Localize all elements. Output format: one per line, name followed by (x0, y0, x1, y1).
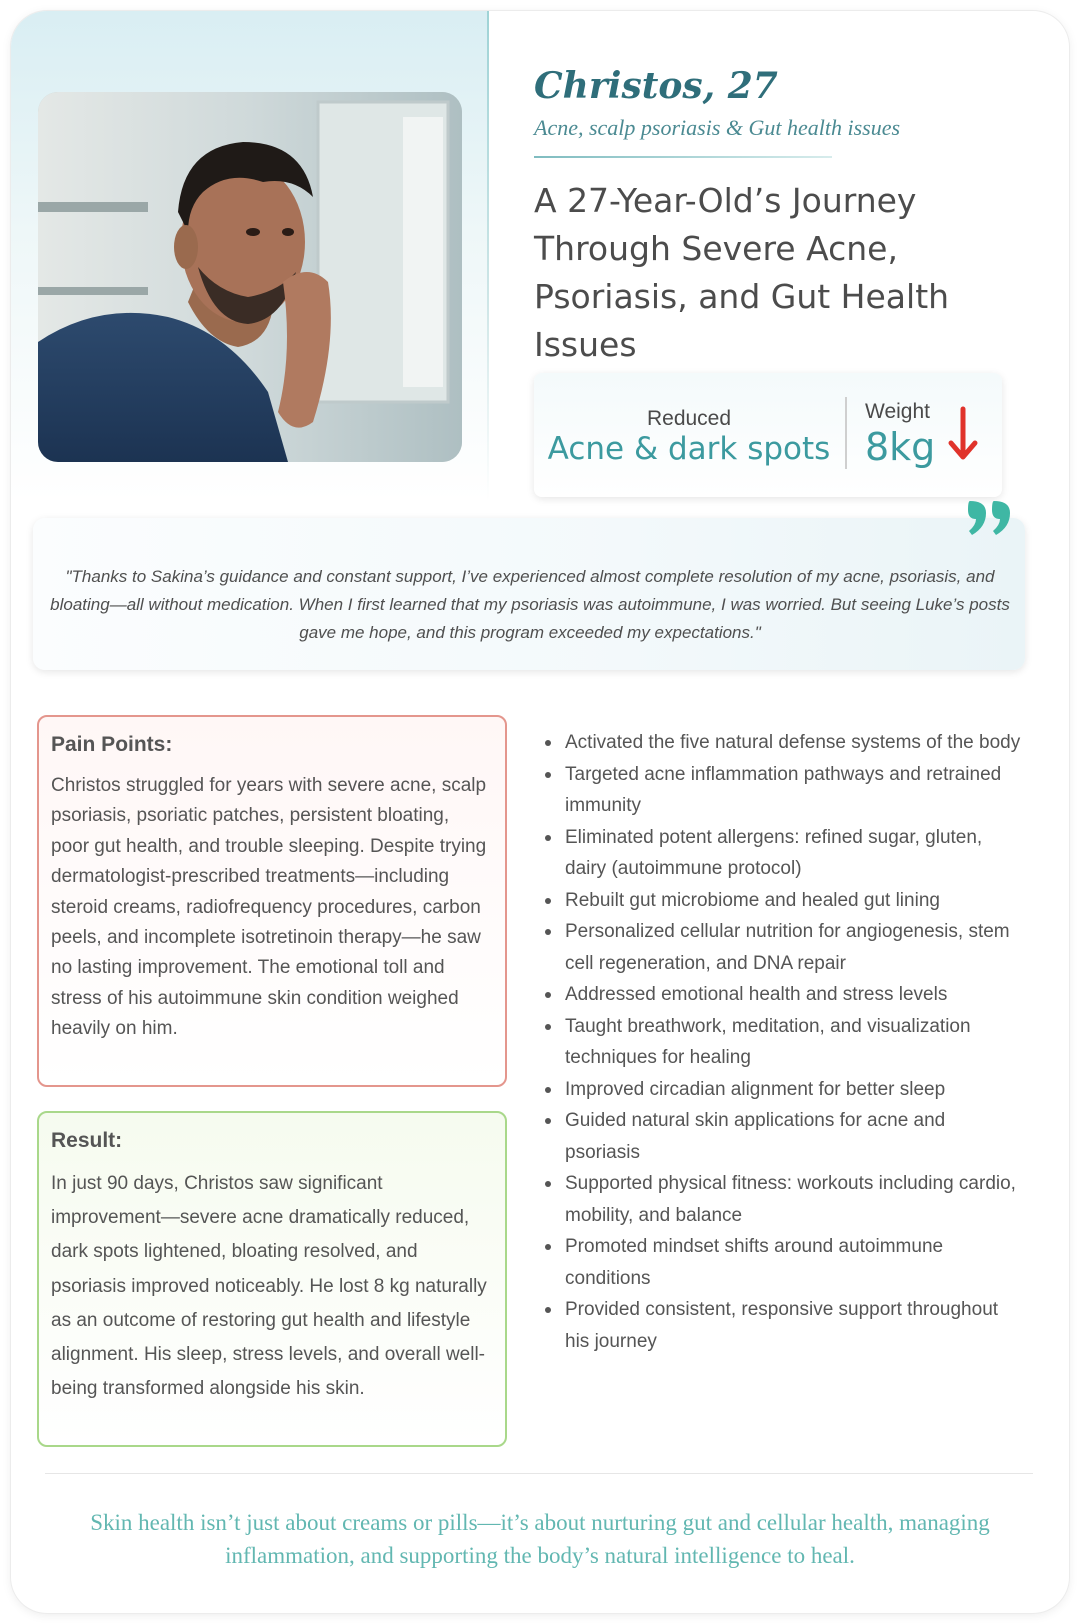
hero-divider (487, 11, 489, 501)
stats-box (534, 373, 1002, 497)
result-title: Result: (51, 1129, 123, 1152)
weight-label: Weight (865, 400, 930, 423)
list-item: Improved circadian alignment for better sleep (545, 1074, 1025, 1106)
bottom-divider (45, 1473, 1033, 1474)
list-item: Eliminated potent allergens: refined sugar, gluten, dairy (autoimmune protocol) (545, 822, 1025, 885)
testimonial-text: "Thanks to Sakina’s guidance and constant support, I’ve experienced almost complete resolution of my acne, psoriasis, and bloating—all without medication. When I first learned that my psoriasis was autoimmune, I was worried. But seeing Luke’s posts gave me hope, and this program exceeded my expectations." (50, 567, 1010, 642)
list-item: Guided natural skin applications for acne and psoriasis (545, 1105, 1025, 1168)
list-item: Taught breathwork, meditation, and visualization techniques for healing (545, 1011, 1025, 1074)
pain-points-box (37, 715, 507, 1087)
result-text: In just 90 days, Christos saw significant improvement—severe acne dramatically reduced, dark spots lightened, bloating resolved, and psoriasis improved noticeably. He lost 8 kg naturally as an outcome of restoring gut health and lifestyle alignment. His sleep, stress levels, and overall well-being transformed alongside his skin. (51, 1173, 487, 1400)
reduced-label: Reduced (646, 407, 732, 430)
pain-points-title: Pain Points: (51, 733, 173, 756)
list-item: Targeted acne inflammation pathways and retrained immunity (545, 759, 1025, 822)
list-item: Addressed emotional health and stress levels (545, 979, 1025, 1011)
stats-separator (845, 397, 847, 469)
list-item: Provided consistent, responsive support throughout his journey (545, 1294, 1025, 1357)
list-item: Supported physical fitness: workouts including cardio, mobility, and balance (545, 1168, 1025, 1231)
weight-value: 8kg (865, 425, 936, 469)
list-item: Promoted mindset shifts around autoimmune conditions (545, 1231, 1025, 1294)
profile-photo (38, 92, 462, 462)
story-headline: A 27-Year-Old’s Journey Through Severe Acne, Psoriasis, and Gut Health Issues (534, 181, 950, 364)
profile-name: Christos, 27 (534, 65, 778, 107)
list-item: Personalized cellular nutrition for angiogenesis, stem cell regeneration, and DNA repair (545, 916, 1025, 979)
arrow-down-icon (946, 405, 980, 463)
list-item: Rebuilt gut microbiome and healed gut lining (545, 885, 1025, 917)
reduced-value: Acne & dark spots (547, 431, 831, 467)
pain-points-text: Christos struggled for years with severe acne, scalp psoriasis, psoriatic patches, persistent bloating, poor gut health, and trouble sleeping. Despite trying dermatologist-prescribed treatments—including steroid creams, radiofrequency procedures, carbon peels, and incomplete isotretinoin therapy—he saw no lasting improvement. The emotional toll and stress of his autoimmune skin condition weighed heavily on him. (51, 775, 487, 1040)
list-item: Activated the five natural defense systems of the body (545, 727, 1025, 759)
profile-conditions: Acne, scalp psoriasis & Gut health issues (534, 115, 901, 140)
closing-statement: Skin health isn’t just about creams or pills—it’s about nurturing gut and cellular health, managing inflammation, and supporting the body’s natural intelligence to heal. (90, 1510, 990, 1568)
title-divider (534, 156, 832, 158)
result-box (37, 1111, 507, 1447)
quote-icon (966, 497, 1014, 537)
approach-list (545, 727, 1025, 1357)
